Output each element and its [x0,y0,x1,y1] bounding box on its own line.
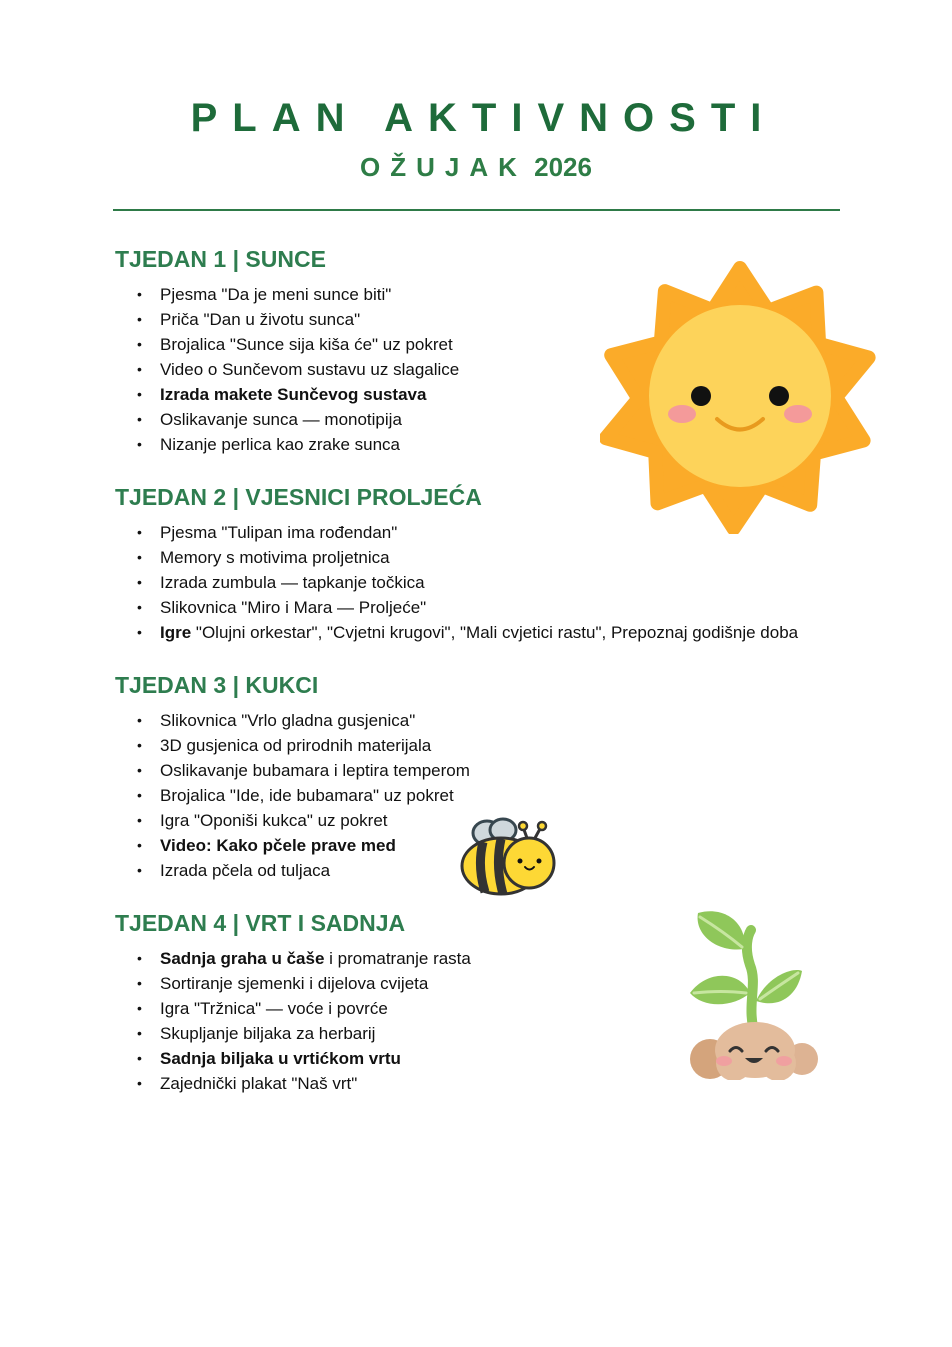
list-item: • Skupljanje biljaka za herbarij [115,1021,471,1046]
left-eye [691,386,711,406]
list-item: • Igra "Oponiši kukca" uz pokret [115,808,470,833]
list-item: • Pjesma "Tulipan ima rođendan" [115,520,798,545]
week-3-list [115,708,470,883]
list-item: • Izrada zumbula — tapkanje točkica [115,570,798,595]
list-item: • Brojalica "Ide, ide bubamara" uz pokret [115,783,470,808]
list-item: • Zajednički plakat "Naš vrt" [115,1071,471,1096]
list-item: • Igre "Olujni orkestar", "Cvjetni krugovi", "Mali cvjetici rastu", Prepoznaj godišnje doba [115,620,798,645]
list-item: • Izrada pčela od tuljaca [115,858,470,883]
week-3-heading: TJEDAN 3 | KUKCI [115,672,319,698]
week-1-section [115,244,459,457]
list-item: • Video o Sunčevom sustavu uz slagalice [115,357,459,382]
title-divider [113,209,840,211]
week-4-heading: TJEDAN 4 | VRT I SADNJA [115,910,406,936]
week-4-list [115,946,471,1096]
list-item: • Video: Kako pčele prave med [115,833,470,858]
list-item: • 3D gusjenica od prirodnih materijala [115,733,470,758]
list-item: • Nizanje perlica kao zrake sunca [115,432,459,457]
list-item: • Brojalica "Sunce sija kiša će" uz pokret [115,332,459,357]
list-item: • Oslikavanje bubamara i leptira temperom [115,758,470,783]
sprout-icon [686,905,821,1080]
list-item: • Priča "Dan u životu sunca" [115,307,459,332]
right-eye [769,386,789,406]
week-2-heading: TJEDAN 2 | VJESNICI PROLJEĆA [115,484,482,510]
list-item: • Izrada makete Sunčevog sustava [115,382,459,407]
list-item: • Sortiranje sjemenki i dijelova cvijeta [115,971,471,996]
list-item: • Igra "Tržnica" — voće i povrće [115,996,471,1021]
page-subtitle [0,152,952,183]
week-1-list [115,282,459,457]
list-item: • Sadnja graha u čaše i promatranje rasta [115,946,471,971]
week-4-section [115,908,471,1096]
bee-icon [455,816,560,900]
list-item: • Memory s motivima proljetnica [115,545,798,570]
list-item: • Slikovnica "Miro i Mara — Proljeće" [115,595,798,620]
left-cheek [668,405,696,423]
list-item: • Slikovnica "Vrlo gladna gusjenica" [115,708,470,733]
week-3-section [115,670,470,883]
page-title: PLAN AKTIVNOSTI [190,96,777,140]
week-2-list [115,520,798,645]
week-1-heading: TJEDAN 1 | SUNCE [115,246,326,272]
subtitle-month: OŽUJAK [360,152,527,182]
subtitle-year: 2026 [534,152,592,182]
list-item: • Pjesma "Da je meni sunce biti" [115,282,459,307]
sun-face [649,305,831,487]
sun-icon [600,258,880,534]
right-cheek [784,405,812,423]
list-item: • Oslikavanje sunca — monotipija [115,407,459,432]
list-item: • Sadnja biljaka u vrtićkom vrtu [115,1046,471,1071]
